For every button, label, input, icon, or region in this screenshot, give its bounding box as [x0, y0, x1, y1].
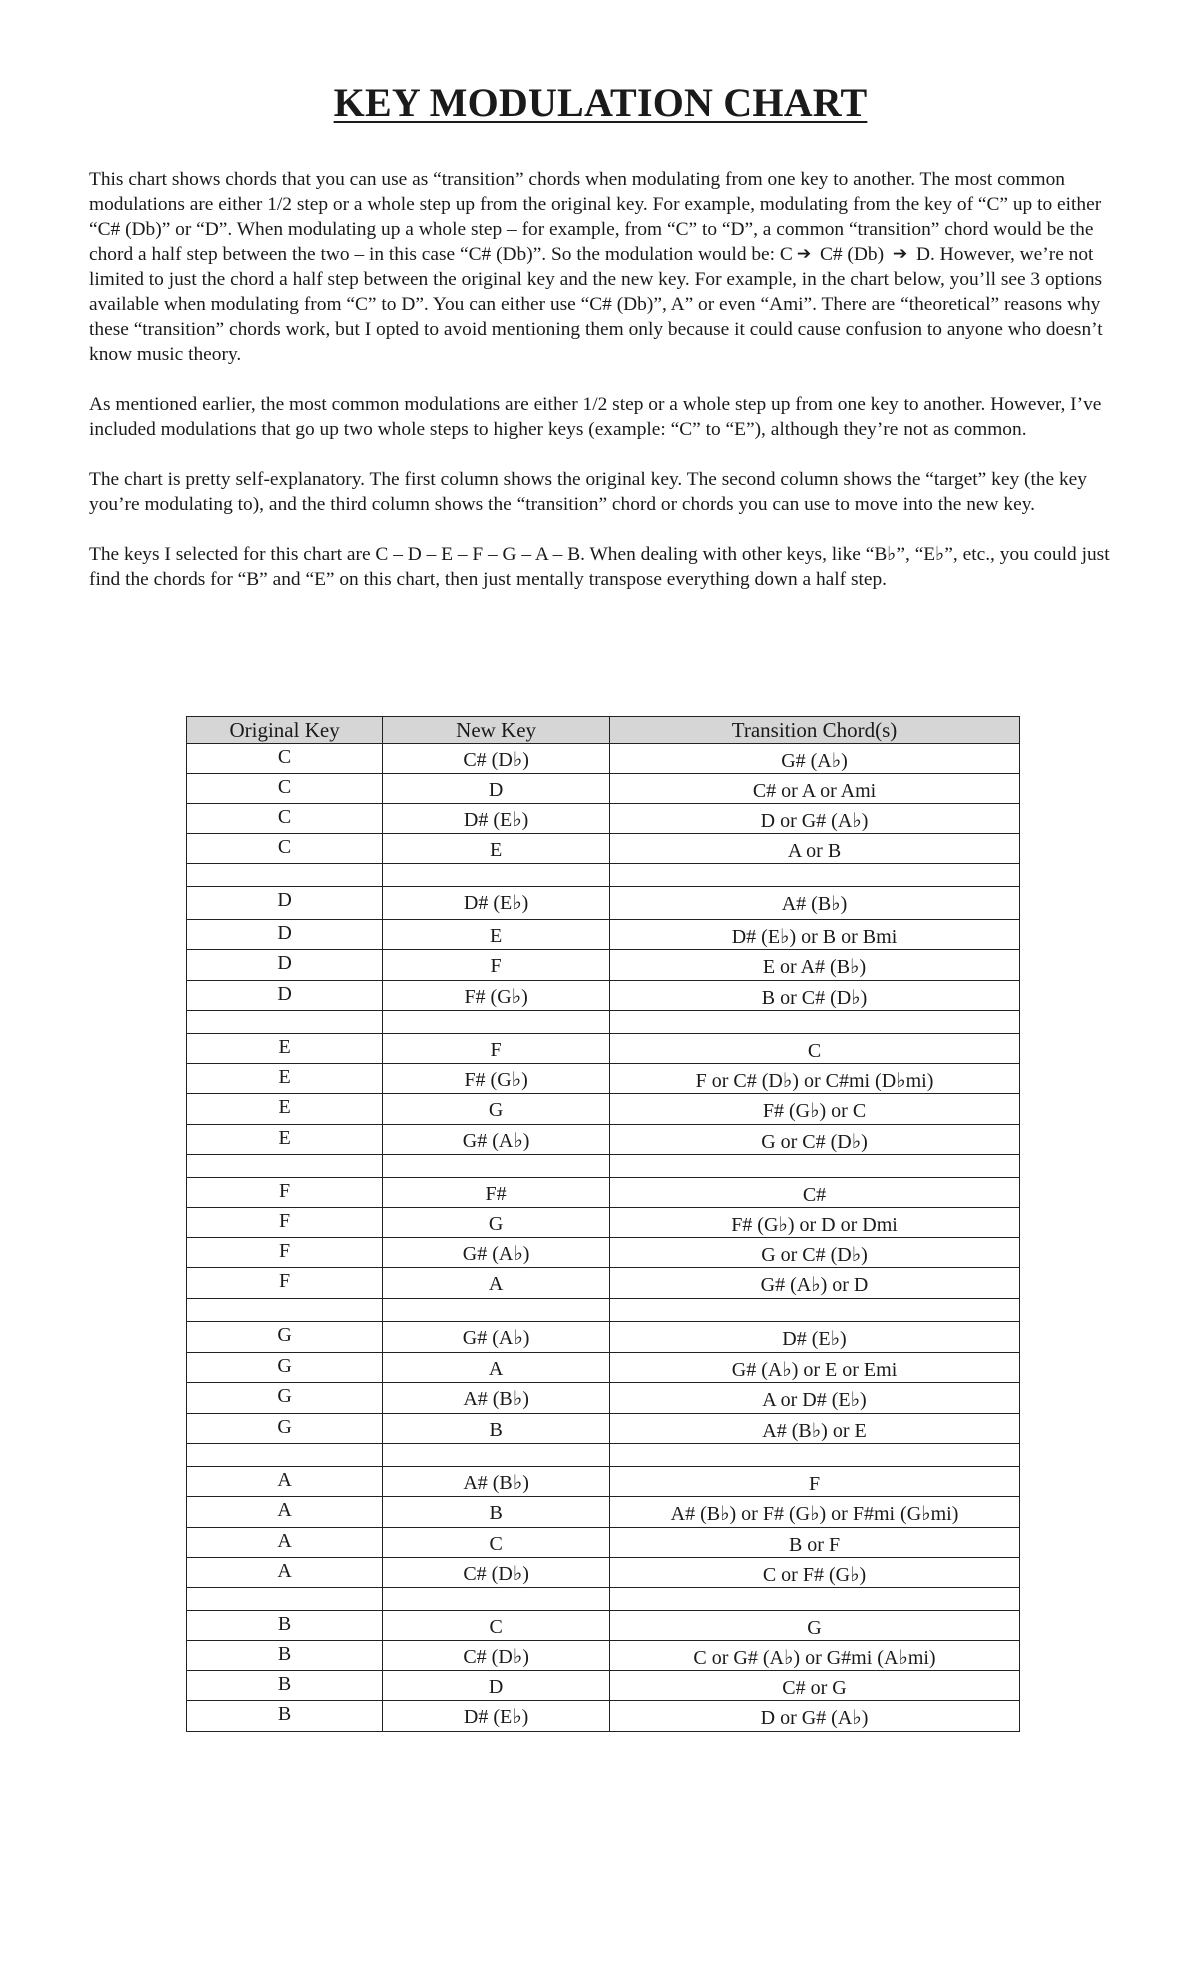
intro-paragraph-1 [89, 167, 1112, 367]
cell-original-key [187, 1701, 383, 1732]
cell-text: C# (D♭) [463, 1646, 529, 1668]
cell-original-key [187, 864, 383, 887]
cell-text [383, 1588, 609, 1593]
cell-transition-chords [610, 1444, 1020, 1467]
table-header-row [187, 717, 1020, 744]
cell-text: D or G# (A♭) [760, 1707, 869, 1729]
cell-text: A# (B♭) [781, 893, 848, 915]
cell-text: E [278, 1036, 291, 1058]
cell-new-key [383, 1299, 610, 1322]
cell-text: G [277, 1324, 292, 1346]
intro-paragraph-2: As mentioned earlier, the most common modulations are either 1/2 step or a whole step up from one key to another. However, I’ve included modulations that go up two whole steps to higher keys (example: “C” to “E”), although they’re not as common. [89, 394, 1102, 440]
cell-new-key [383, 1155, 610, 1178]
cell-text: D [277, 889, 292, 911]
cell-text: E [278, 1127, 291, 1149]
cell-text: G# (A♭) [781, 750, 848, 772]
cell-original-key [187, 1641, 383, 1671]
cell-transition-chords [610, 1094, 1020, 1125]
cell-text [610, 864, 1019, 870]
cell-text: D [488, 1676, 504, 1698]
cell-transition-chords [610, 1353, 1020, 1383]
table-row [187, 1701, 1020, 1732]
cell-new-key [383, 744, 610, 774]
cell-text: C [277, 746, 292, 768]
cell-original-key [187, 1011, 383, 1034]
cell-transition-chords [610, 1528, 1020, 1558]
cell-new-key [383, 1125, 610, 1155]
cell-text: A# (B♭) [463, 1472, 529, 1494]
cell-text: A [277, 1530, 292, 1552]
cell-transition-chords [610, 1178, 1020, 1208]
cell-text: C [807, 1040, 822, 1062]
cell-transition-chords [610, 1064, 1020, 1094]
cell-text: D or G# (A♭) [760, 810, 869, 832]
cell-text: G or C# (D♭) [761, 1244, 868, 1266]
cell-text [187, 1299, 382, 1301]
cell-original-key [187, 1094, 383, 1125]
page-title: KEY MODULATION CHART [333, 80, 868, 125]
cell-original-key [187, 1467, 383, 1497]
cell-original-key [187, 774, 383, 804]
table-row [187, 1238, 1020, 1268]
cell-text: F# (G♭) [464, 1069, 528, 1091]
table-spacer-row [187, 1588, 1020, 1611]
cell-text: B [277, 1613, 292, 1635]
cell-text [383, 864, 609, 869]
cell-original-key [187, 1322, 383, 1353]
cell-text [610, 1155, 1019, 1161]
cell-transition-chords [610, 1414, 1020, 1444]
cell-transition-chords [610, 834, 1020, 864]
cell-text: F [490, 1039, 502, 1061]
cell-text: A [488, 1273, 504, 1295]
cell-text: F# [485, 1183, 507, 1205]
cell-text: C [489, 1616, 503, 1638]
cell-text: F# (G♭) [464, 986, 528, 1008]
cell-transition-chords [610, 1558, 1020, 1588]
table-body [187, 744, 1020, 1732]
cell-text: F [279, 1240, 291, 1262]
cell-original-key [187, 1444, 383, 1467]
cell-text: E [278, 1066, 291, 1088]
table-row [187, 1034, 1020, 1064]
cell-text: F or C# (D♭) or C#mi (D♭mi) [695, 1070, 934, 1092]
cell-text [610, 1444, 1019, 1450]
cell-text: G or C# (D♭) [761, 1131, 868, 1153]
cell-original-key [187, 1611, 383, 1641]
cell-text: G [488, 1099, 504, 1121]
cell-transition-chords [610, 804, 1020, 834]
cell-text: F [808, 1473, 821, 1495]
table-row [187, 1208, 1020, 1238]
cell-new-key [383, 887, 610, 920]
table-row [187, 1558, 1020, 1588]
cell-text: C# (D♭) [463, 1563, 529, 1585]
cell-original-key [187, 1064, 383, 1094]
cell-original-key [187, 1671, 383, 1701]
cell-transition-chords [610, 864, 1020, 887]
table-row [187, 1268, 1020, 1299]
cell-text: A [488, 1358, 504, 1380]
table-spacer-row [187, 1299, 1020, 1322]
cell-new-key [383, 1671, 610, 1701]
cell-text: E or A# (B♭) [762, 956, 867, 978]
table-row [187, 1414, 1020, 1444]
cell-text: E [278, 1096, 291, 1118]
table-row [187, 1383, 1020, 1414]
cell-text: E [490, 839, 503, 861]
cell-text: C# (D♭) [463, 749, 529, 771]
cell-original-key [187, 1528, 383, 1558]
cell-text: B [277, 1703, 292, 1725]
table-row [187, 887, 1020, 920]
cell-new-key [383, 1011, 610, 1034]
cell-transition-chords [610, 950, 1020, 981]
cell-new-key [383, 1178, 610, 1208]
cell-original-key [187, 1299, 383, 1322]
cell-text: A# (B♭) or F# (G♭) or F#mi (G♭mi) [670, 1503, 959, 1525]
cell-new-key [383, 1701, 610, 1732]
table-row [187, 1094, 1020, 1125]
cell-new-key [383, 1611, 610, 1641]
cell-original-key [187, 1125, 383, 1155]
table-row [187, 981, 1020, 1011]
table-row [187, 1641, 1020, 1671]
cell-text: A [277, 1560, 292, 1582]
cell-transition-chords [610, 1299, 1020, 1322]
cell-text: G# (A♭) or E or Emi [731, 1359, 898, 1381]
cell-text [610, 1299, 1019, 1305]
cell-text: A# (B♭) [463, 1388, 529, 1410]
cell-new-key [383, 804, 610, 834]
cell-transition-chords [610, 1701, 1020, 1732]
table-row [187, 1467, 1020, 1497]
cell-new-key [383, 1528, 610, 1558]
intro-paragraph-4: The keys I selected for this chart are C – D – E – F – G – A – B. When dealing with other keys, like “B♭”, “E♭”, etc., you could just find the chords for “B” and “E” on this chart, then just mentally transpose everything down a half step. [89, 544, 1110, 590]
cell-text [383, 1011, 609, 1016]
cell-new-key [383, 864, 610, 887]
cell-new-key [383, 1208, 610, 1238]
cell-original-key [187, 1034, 383, 1064]
cell-text: E [490, 925, 503, 947]
cell-text: C or G# (A♭) or G#mi (A♭mi) [693, 1647, 936, 1669]
cell-original-key [187, 1383, 383, 1414]
cell-original-key [187, 1588, 383, 1611]
cell-transition-chords [610, 1322, 1020, 1353]
cell-transition-chords [610, 1034, 1020, 1064]
cell-text: F [279, 1210, 291, 1232]
cell-new-key [383, 1322, 610, 1353]
cell-transition-chords [610, 744, 1020, 774]
cell-text: B [489, 1502, 503, 1524]
cell-transition-chords [610, 1497, 1020, 1528]
table-spacer-row [187, 1444, 1020, 1467]
table-row [187, 774, 1020, 804]
cell-text [187, 1011, 382, 1013]
cell-text: C# or A or Ami [752, 780, 877, 802]
cell-new-key [383, 1238, 610, 1268]
cell-transition-chords [610, 1155, 1020, 1178]
table-spacer-row [187, 1155, 1020, 1178]
cell-new-key [383, 1094, 610, 1125]
cell-transition-chords [610, 1641, 1020, 1671]
cell-text: G# (A♭) or D [760, 1274, 869, 1296]
cell-text: G# (A♭) [462, 1327, 530, 1349]
cell-text [187, 1155, 382, 1157]
cell-text: C# or G [782, 1677, 847, 1699]
right-arrow-icon: ➔ [796, 244, 812, 264]
cell-text: A or B [787, 840, 842, 862]
table-row [187, 1497, 1020, 1528]
cell-original-key [187, 1178, 383, 1208]
cell-text: F# (G♭) or D or Dmi [731, 1214, 898, 1236]
cell-original-key [187, 1353, 383, 1383]
table-spacer-row [187, 864, 1020, 887]
cell-original-key [187, 744, 383, 774]
cell-transition-chords [610, 774, 1020, 804]
cell-new-key [383, 1268, 610, 1299]
cell-new-key [383, 1383, 610, 1414]
table-row [187, 1322, 1020, 1353]
table-row [187, 1353, 1020, 1383]
cell-text [187, 1588, 382, 1590]
cell-original-key [187, 920, 383, 950]
cell-text: A [277, 1499, 292, 1521]
cell-original-key [187, 950, 383, 981]
intro-text [89, 167, 1112, 592]
cell-text: G# (A♭) [462, 1130, 530, 1152]
cell-new-key [383, 774, 610, 804]
cell-text [383, 1155, 609, 1160]
cell-new-key [383, 1588, 610, 1611]
cell-new-key [383, 1558, 610, 1588]
intro-p1-part-b: C# (Db) [815, 244, 889, 265]
cell-original-key [187, 981, 383, 1011]
cell-transition-chords [610, 1208, 1020, 1238]
cell-transition-chords [610, 1011, 1020, 1034]
cell-text: G [807, 1617, 822, 1639]
cell-text: A [277, 1469, 292, 1491]
cell-original-key [187, 1208, 383, 1238]
cell-transition-chords [610, 1588, 1020, 1611]
cell-new-key [383, 1034, 610, 1064]
cell-original-key [187, 1497, 383, 1528]
cell-new-key [383, 1641, 610, 1671]
cell-text [610, 1588, 1019, 1594]
cell-transition-chords [610, 1238, 1020, 1268]
cell-text: G [488, 1213, 504, 1235]
cell-new-key [383, 950, 610, 981]
cell-new-key [383, 1444, 610, 1467]
cell-new-key [383, 1064, 610, 1094]
cell-text: D# (E♭) [463, 1706, 529, 1728]
cell-text: F [279, 1270, 291, 1292]
cell-text: F [490, 955, 502, 977]
cell-transition-chords [610, 1467, 1020, 1497]
cell-original-key [187, 834, 383, 864]
cell-transition-chords [610, 1671, 1020, 1701]
cell-text: F# (G♭) or C [762, 1100, 867, 1122]
cell-text: C [277, 806, 292, 828]
cell-original-key [187, 887, 383, 920]
cell-text: D [277, 952, 292, 974]
cell-text: F [279, 1180, 291, 1202]
cell-text: D# (E♭) [463, 809, 529, 831]
cell-new-key [383, 1414, 610, 1444]
cell-text: B or C# (D♭) [761, 987, 868, 1009]
header-new-key: New Key [383, 717, 610, 744]
table-row [187, 1611, 1020, 1641]
cell-transition-chords [610, 1383, 1020, 1414]
table-spacer-row [187, 1011, 1020, 1034]
cell-text [383, 1299, 609, 1304]
table-row [187, 1178, 1020, 1208]
cell-text: C or F# (G♭) [762, 1564, 867, 1586]
cell-text: C# [802, 1184, 827, 1206]
table-row [187, 804, 1020, 834]
cell-new-key [383, 834, 610, 864]
table-row [187, 950, 1020, 981]
intro-p1-part-a: This chart shows chords that you can use as “transition” chords when modulating from one key to another. The most common modulations are either 1/2 step or a whole step up from the original key. For example, modulating from the key of “C” up to either “C# (Db)” or “D”. When modulating up a whole step – for example, from “C” to “D”, a common “transition” chord would be the chord a half step between the two – in this case “C# (Db)”. So the modulation would be: C [89, 169, 1102, 265]
cell-transition-chords [610, 1611, 1020, 1641]
table-row [187, 1125, 1020, 1155]
cell-text: G [277, 1416, 292, 1438]
cell-text: B [277, 1643, 292, 1665]
cell-text: B [489, 1419, 503, 1441]
intro-p1-part-c: D. However, we’re not limited to just the chord a half step between the original key and the new key. For example, in the chart below, you’ll see 3 options available when modulating from “C” to D”. You can either use “C# (Db)”, A” or even “Ami”. There are “theoretical” reasons why these “transition” chords work, but I opted to avoid mentioning them only because it could cause confusion to anyone who doesn’t know music theory. [89, 244, 1103, 365]
modulation-table [186, 716, 1020, 1732]
table-row [187, 834, 1020, 864]
right-arrow-icon: ➔ [892, 244, 908, 264]
cell-text: C [277, 776, 292, 798]
cell-text: C [489, 1533, 503, 1555]
cell-original-key [187, 804, 383, 834]
cell-original-key [187, 1414, 383, 1444]
cell-text: B or F [788, 1534, 841, 1556]
cell-original-key [187, 1238, 383, 1268]
cell-transition-chords [610, 1125, 1020, 1155]
table-row [187, 1671, 1020, 1701]
cell-text: A# (B♭) or E [762, 1420, 867, 1442]
cell-text: D# (E♭) [463, 892, 529, 914]
cell-new-key [383, 1467, 610, 1497]
cell-text: G [277, 1385, 292, 1407]
cell-text [610, 1011, 1019, 1017]
cell-text: G# (A♭) [462, 1243, 530, 1265]
cell-text [187, 1444, 382, 1446]
cell-text: D [277, 983, 292, 1005]
cell-text: D# (E♭) or B or Bmi [731, 926, 898, 948]
cell-text [187, 864, 382, 866]
cell-original-key [187, 1558, 383, 1588]
cell-text: B [277, 1673, 292, 1695]
cell-text [383, 1444, 609, 1449]
cell-transition-chords [610, 981, 1020, 1011]
cell-text: G [277, 1355, 292, 1377]
table-row [187, 744, 1020, 774]
cell-new-key [383, 1353, 610, 1383]
cell-text: A or D# (E♭) [762, 1389, 867, 1411]
header-transition-chords: Transition Chord(s) [610, 717, 1020, 744]
cell-original-key [187, 1155, 383, 1178]
cell-original-key [187, 1268, 383, 1299]
cell-new-key [383, 920, 610, 950]
cell-transition-chords [610, 920, 1020, 950]
header-original-key: Original Key [187, 717, 383, 744]
table-row [187, 1064, 1020, 1094]
cell-text: C [277, 836, 292, 858]
cell-transition-chords [610, 1268, 1020, 1299]
table-row [187, 920, 1020, 950]
cell-text: D# (E♭) [782, 1328, 847, 1350]
cell-text: D [488, 779, 504, 801]
cell-new-key [383, 1497, 610, 1528]
cell-new-key [383, 981, 610, 1011]
cell-transition-chords [610, 887, 1020, 920]
table-row [187, 1528, 1020, 1558]
cell-text: D [277, 922, 292, 944]
intro-paragraph-3: The chart is pretty self-explanatory. The first column shows the original key. The second column shows the “target” key (the key you’re modulating to), and the third column shows the “transition” chord or chords you can use to move into the new key. [89, 469, 1087, 515]
